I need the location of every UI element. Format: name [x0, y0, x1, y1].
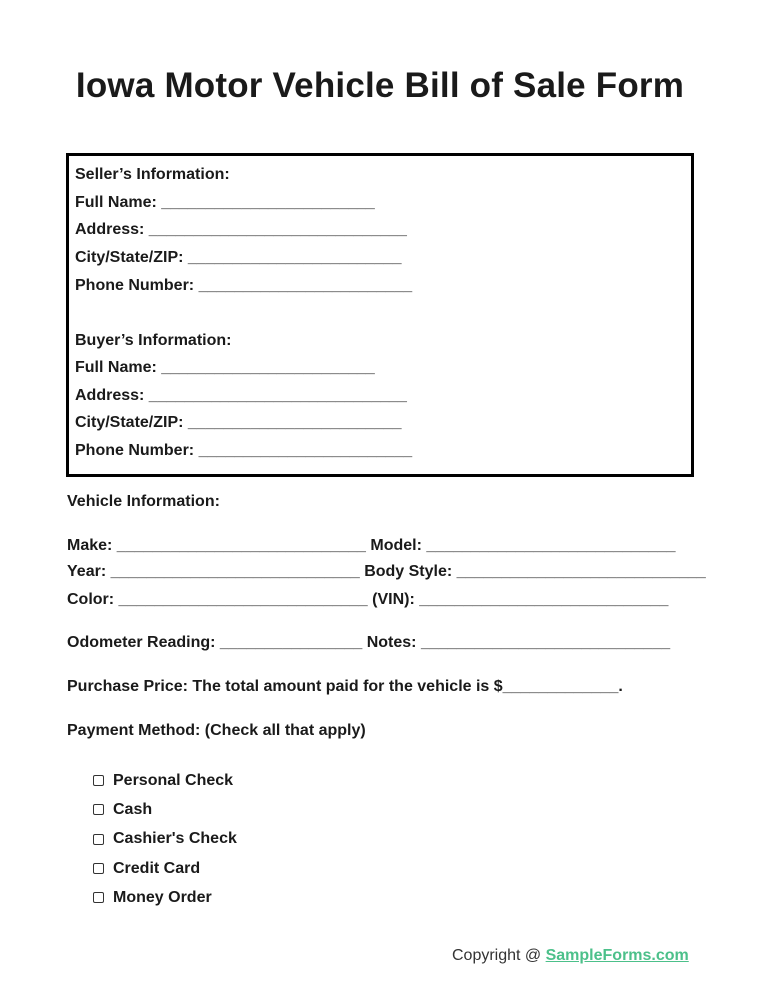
- buyer-address-field[interactable]: Address: _____________________________: [75, 387, 407, 404]
- option-label: Money Order: [113, 888, 212, 906]
- checkbox-icon[interactable]: [93, 775, 104, 786]
- payment-option-cashiers-check[interactable]: [93, 825, 237, 854]
- checkbox-icon[interactable]: [93, 804, 104, 815]
- buyer-city-field[interactable]: City/State/ZIP: ________________________: [75, 414, 402, 431]
- option-label: Cashier's Check: [113, 830, 237, 848]
- option-label: Credit Card: [113, 859, 201, 877]
- payment-option-credit-card[interactable]: [93, 854, 237, 883]
- seller-address-field[interactable]: Address: _____________________________: [75, 221, 407, 238]
- seller-phone-field[interactable]: Phone Number: ________________________: [75, 277, 413, 294]
- buyer-full-name-field[interactable]: Full Name: ________________________: [75, 359, 375, 376]
- page-title: Iowa Motor Vehicle Bill of Sale Form: [75, 66, 685, 105]
- color-vin-field[interactable]: Color: ____________________________ (VIN): ____________________________: [67, 591, 669, 608]
- payment-option-personal-check[interactable]: [93, 766, 237, 795]
- year-body-style-field[interactable]: Year: ____________________________ Body Style: ____________________________: [67, 563, 706, 580]
- payment-options: [93, 766, 237, 912]
- copyright-footer: [452, 947, 689, 965]
- seller-heading: Seller’s Information:: [75, 166, 230, 183]
- buyer-phone-field[interactable]: Phone Number: ________________________: [75, 442, 413, 459]
- brand-link[interactable]: SampleForms.com: [545, 947, 689, 964]
- checkbox-icon[interactable]: [93, 892, 104, 903]
- option-label: Personal Check: [113, 771, 234, 789]
- option-label: Cash: [113, 800, 153, 818]
- copyright-text: Copyright @: [452, 947, 546, 964]
- seller-city-field[interactable]: City/State/ZIP: ________________________: [75, 249, 402, 266]
- checkbox-icon[interactable]: [93, 834, 104, 845]
- checkbox-icon[interactable]: [93, 863, 104, 874]
- purchase-price-field[interactable]: Purchase Price: The total amount paid for the vehicle is $_____________.: [67, 678, 623, 695]
- seller-full-name-field[interactable]: Full Name: ________________________: [75, 194, 375, 211]
- make-model-field[interactable]: Make: ____________________________ Model: ____________________________: [67, 537, 676, 554]
- payment-option-cash[interactable]: [93, 795, 237, 824]
- payment-method-heading: Payment Method: (Check all that apply): [67, 722, 366, 739]
- buyer-heading: Buyer’s Information:: [75, 332, 232, 349]
- vehicle-heading: Vehicle Information:: [67, 493, 220, 510]
- payment-option-money-order[interactable]: [93, 883, 237, 912]
- party-info-box: [66, 153, 694, 477]
- odometer-notes-field[interactable]: Odometer Reading: ________________ Notes: ____________________________: [67, 634, 671, 651]
